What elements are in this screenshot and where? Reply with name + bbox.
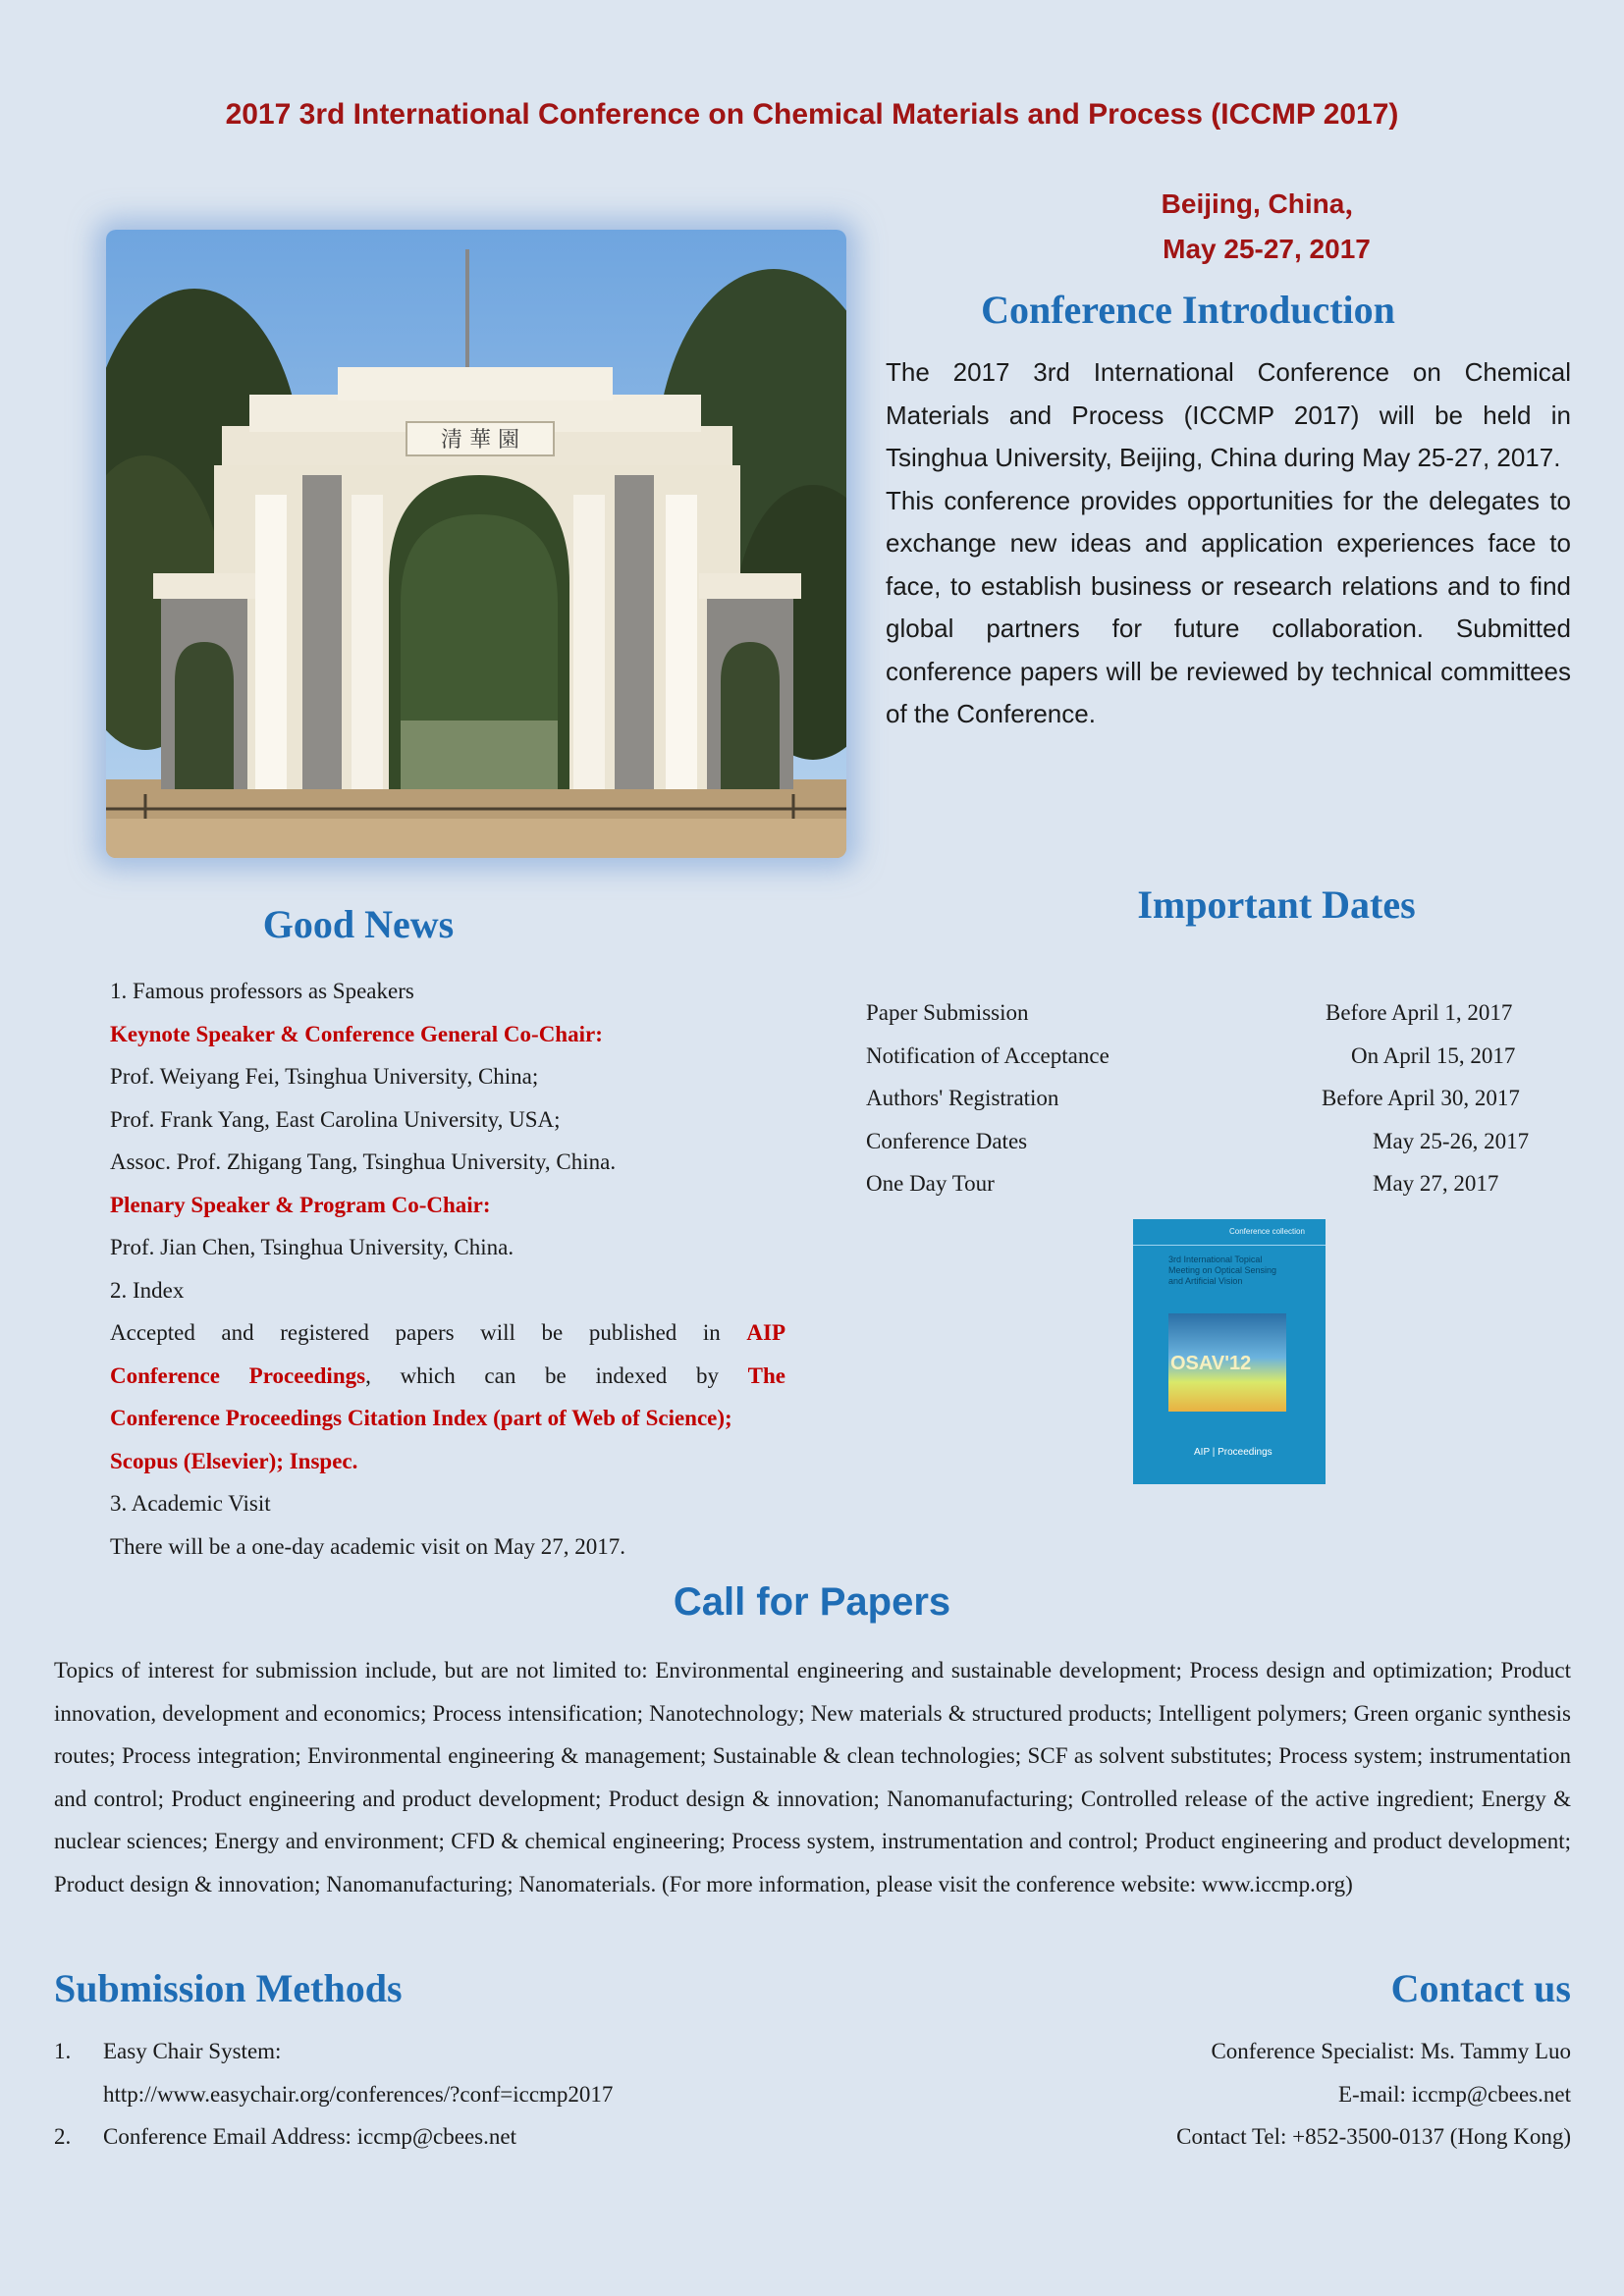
gate-inscription: 清 華 園 xyxy=(441,428,519,453)
list-item xyxy=(54,2073,839,2116)
date-label: Paper Submission xyxy=(866,1000,1029,1025)
intro-paragraph-2: This conference provides opportunities for the delegates to exchange new ideas and application experiences face to face, to establish business or research relations and to find global partners for future collaboration. Submitted conference papers will be reviewed by technical committees of the Conference. xyxy=(886,485,1571,728)
keynote-speaker-label: Keynote Speaker & Conference General Co-Chair: xyxy=(110,1021,603,1046)
submission-methods-list xyxy=(54,2030,839,2159)
plenary-speaker-label: Plenary Speaker & Program Co-Chair: xyxy=(110,1192,491,1217)
index-text-pre: Accepted and registered papers will be published in xyxy=(110,1320,721,1345)
tsinghua-gate-photo xyxy=(106,230,846,858)
cover-brand: Conference collection xyxy=(1229,1227,1305,1236)
scopus-highlight: Scopus (Elsevier); Inspec. xyxy=(110,1448,358,1473)
conference-proceedings-highlight: Conference Proceedings xyxy=(110,1362,366,1388)
intro-paragraph-1: The 2017 3rd International Conference on Chemical Materials and Process (ICCMP 2017) will be held in Tsinghua University, Beijing, China during May 25-27, 2017. xyxy=(886,357,1571,472)
list-number: 2. xyxy=(54,2124,72,2149)
date-label: Notification of Acceptance xyxy=(866,1042,1110,1068)
conference-email[interactable]: Conference Email Address: iccmp@cbees.net xyxy=(103,2124,516,2149)
easychair-link[interactable]: http://www.easychair.org/conferences/?conf=iccmp2017 xyxy=(103,2081,614,2107)
keynote-speaker-2: Prof. Frank Yang, East Carolina University, USA; xyxy=(110,1106,561,1132)
date-row xyxy=(866,1120,1553,1163)
index-line-2 xyxy=(110,1355,785,1398)
index-text-mid: , which can be indexed by xyxy=(365,1362,719,1388)
location-dates: May 25-27, 2017 xyxy=(1163,234,1371,264)
date-label: Authors' Registration xyxy=(866,1086,1059,1110)
date-label: One Day Tour xyxy=(866,1171,995,1196)
submission-methods-heading: Submission Methods xyxy=(54,1966,403,2010)
news-item-visit: 3. Academic Visit xyxy=(110,1491,271,1516)
conference-location xyxy=(1060,182,1473,272)
news-item-speakers: 1. Famous professors as Speakers xyxy=(110,979,414,1003)
list-item xyxy=(54,2115,839,2159)
date-row xyxy=(866,991,1553,1035)
easychair-label: Easy Chair System: xyxy=(103,2039,282,2063)
aip-highlight: AIP xyxy=(746,1320,786,1345)
list-number: 1. xyxy=(54,2039,72,2063)
contact-specialist: Conference Specialist: Ms. Tammy Luo xyxy=(1211,2039,1571,2063)
date-value: Before April 30, 2017 xyxy=(1322,1086,1520,1110)
date-value: May 27, 2017 xyxy=(1373,1171,1499,1196)
intro-text xyxy=(886,351,1571,736)
call-for-papers-text: Topics of interest for submission include, but are not limited to: Environmental engineering and sustainable development; Process design and optimization; Product innovation, development and economics; Process intensification; Nanotechnology; New materials & structured products; Intelligent polymers; Green organic synthesis routes; Process integration; Environmental engineering & management; Sustainable & clean technologies; SCF as solvent substitutes; Process system; instrumentation and control; Product engineering and product development; Product design & innovation; Nanomanufacturing; Controlled release of the active ingredient; Energy & nuclear sciences; Energy and environment; CFD & chemical engineering; Process system, instrumentation and control; Product engineering and product development; Product design & innovation; Nanomanufacturing; Nanomaterials. (For more information, please visit the conference website: www.iccmp.org) xyxy=(54,1658,1571,1896)
location-city: Beijing, China， xyxy=(1161,188,1373,219)
date-value: On April 15, 2017 xyxy=(1351,1042,1516,1068)
important-dates-heading: Important Dates xyxy=(1137,882,1416,927)
the-highlight: The xyxy=(747,1362,785,1388)
cpci-highlight: Conference Proceedings Citation Index (part of Web of Science); xyxy=(110,1406,732,1430)
news-item-index: 2. Index xyxy=(110,1277,185,1303)
date-value: May 25-26, 2017 xyxy=(1373,1128,1530,1153)
date-label: Conference Dates xyxy=(866,1128,1028,1153)
contact-heading: Contact us xyxy=(1390,1966,1571,2010)
conference-title: 2017 3rd International Conference on Chemical Materials and Process (ICCMP 2017) xyxy=(225,98,1399,131)
contact-list xyxy=(884,2030,1571,2159)
visit-description: There will be a one-day academic visit on May 27, 2017. xyxy=(110,1533,626,1559)
cover-publisher: AIP | Proceedings xyxy=(1194,1447,1272,1458)
contact-phone[interactable]: Contact Tel: +852-3500-0137 (Hong Kong) xyxy=(1176,2124,1571,2149)
date-row xyxy=(866,1035,1553,1078)
date-row xyxy=(866,1162,1553,1205)
date-value: Before April 1, 2017 xyxy=(1326,1000,1513,1025)
keynote-speaker-1: Prof. Weiyang Fei, Tsinghua University, China; xyxy=(110,1064,539,1089)
cover-badge: OSAV'12 xyxy=(1170,1353,1252,1374)
intro-heading: Conference Introduction xyxy=(981,288,1395,332)
aip-proceedings-cover xyxy=(1133,1219,1326,1484)
contact-email[interactable]: E-mail: iccmp@cbees.net xyxy=(1337,2081,1571,2107)
important-dates-table xyxy=(866,991,1553,1205)
good-news-content xyxy=(110,970,785,1568)
date-row xyxy=(866,1077,1553,1120)
list-item xyxy=(54,2030,839,2073)
plenary-speaker-1: Prof. Jian Chen, Tsinghua University, China. xyxy=(110,1235,514,1259)
index-line-1 xyxy=(110,1311,785,1355)
cover-title: 3rd International Topical Meeting on Optical Sensing and Artificial Vision xyxy=(1168,1255,1277,1286)
good-news-heading: Good News xyxy=(262,902,455,946)
call-for-papers-heading: Call for Papers xyxy=(673,1580,951,1624)
keynote-speaker-3: Assoc. Prof. Zhigang Tang, Tsinghua University, China. xyxy=(110,1149,617,1174)
